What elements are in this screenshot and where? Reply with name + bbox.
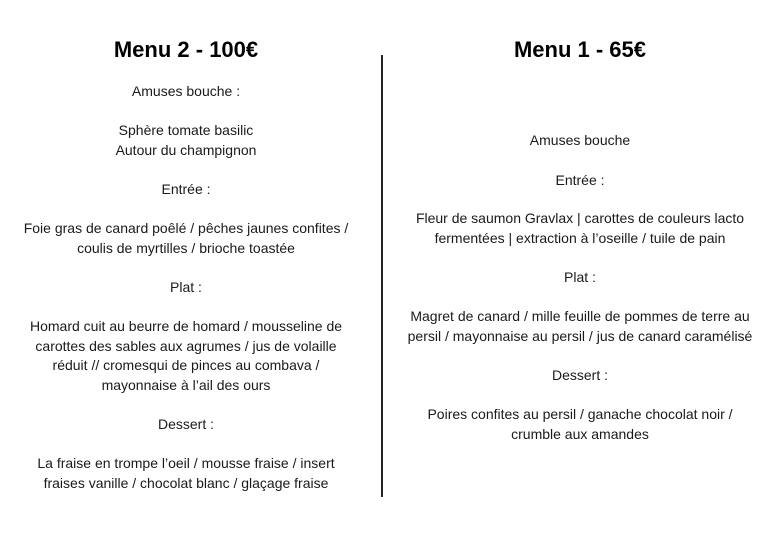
menu-1-dessert-label: Dessert : [551, 367, 608, 383]
menu-1-plat-description [396, 307, 764, 346]
menu-1-entree-line: fermentées | extraction à l’oseille / tuile de pain [434, 229, 726, 246]
menu-1-plat-label: Plat : [564, 269, 596, 285]
menu-1-entree-line: Fleur de saumon Gravlax | carottes de couleurs lacto [415, 210, 745, 226]
menu-1-dessert-description [396, 405, 764, 444]
menu-2-title: Menu 2 - 100€ [113, 37, 259, 62]
menu-1-plat-line: persil / mayonnaise au persil / jus de canard caramélisé [407, 327, 753, 344]
menu-2-entree-line: Foie gras de canard poêlé / pêches jaunes confites / [23, 220, 349, 236]
menu-2-entree-line: coulis de myrtilles / brioche toastée [77, 239, 295, 256]
menu-2-amuses-label: Amuses bouche : [131, 83, 241, 99]
menu-2-dessert-description [8, 454, 364, 493]
menu-2-plat-line: mayonnaise à l’ail des ours [101, 376, 271, 393]
menu-2-amuses-items [8, 121, 364, 160]
menu-2-dessert-line: fraises vanille / chocolat blanc / glaçage fraise [43, 474, 329, 491]
menu-1-entree-label: Entrée : [555, 172, 605, 188]
menu-2-amuses-item: Autour du champignon [115, 141, 257, 158]
menu-1-entree-description [396, 209, 764, 248]
column-divider [381, 55, 383, 497]
menu-1-dessert-line: Poires confites au persil / ganache chocolat noir / [427, 406, 733, 422]
menu-2-dessert-label: Dessert : [157, 416, 214, 432]
menu-2-plat-line: carottes des sables aux agrumes / jus de volaille [35, 337, 337, 354]
menu-1-amuses-label: Amuses bouche [529, 132, 631, 148]
menu-1-plat-line: Magret de canard / mille feuille de pommes de terre au [410, 308, 750, 324]
menu-2-plat-line: réduit // cromesqui de pinces au combava / [52, 357, 320, 373]
menu-2-entree-description [8, 219, 364, 258]
menu-1-title: Menu 1 - 65€ [513, 37, 647, 62]
menu-1-dessert-line: crumble aux amandes [511, 425, 649, 442]
menu-2-dessert-line: La fraise en trompe l’oeil / mousse fraise / insert [37, 455, 335, 471]
menu-2-entree-label: Entrée : [161, 181, 211, 197]
menu-2-amuses-item: Sphère tomate basilic [118, 122, 254, 138]
menu-2-plat-line: Homard cuit au beurre de homard / mousseline de [29, 318, 343, 334]
menu-2-plat-label: Plat : [170, 279, 202, 295]
menu-2-plat-description [8, 317, 364, 395]
